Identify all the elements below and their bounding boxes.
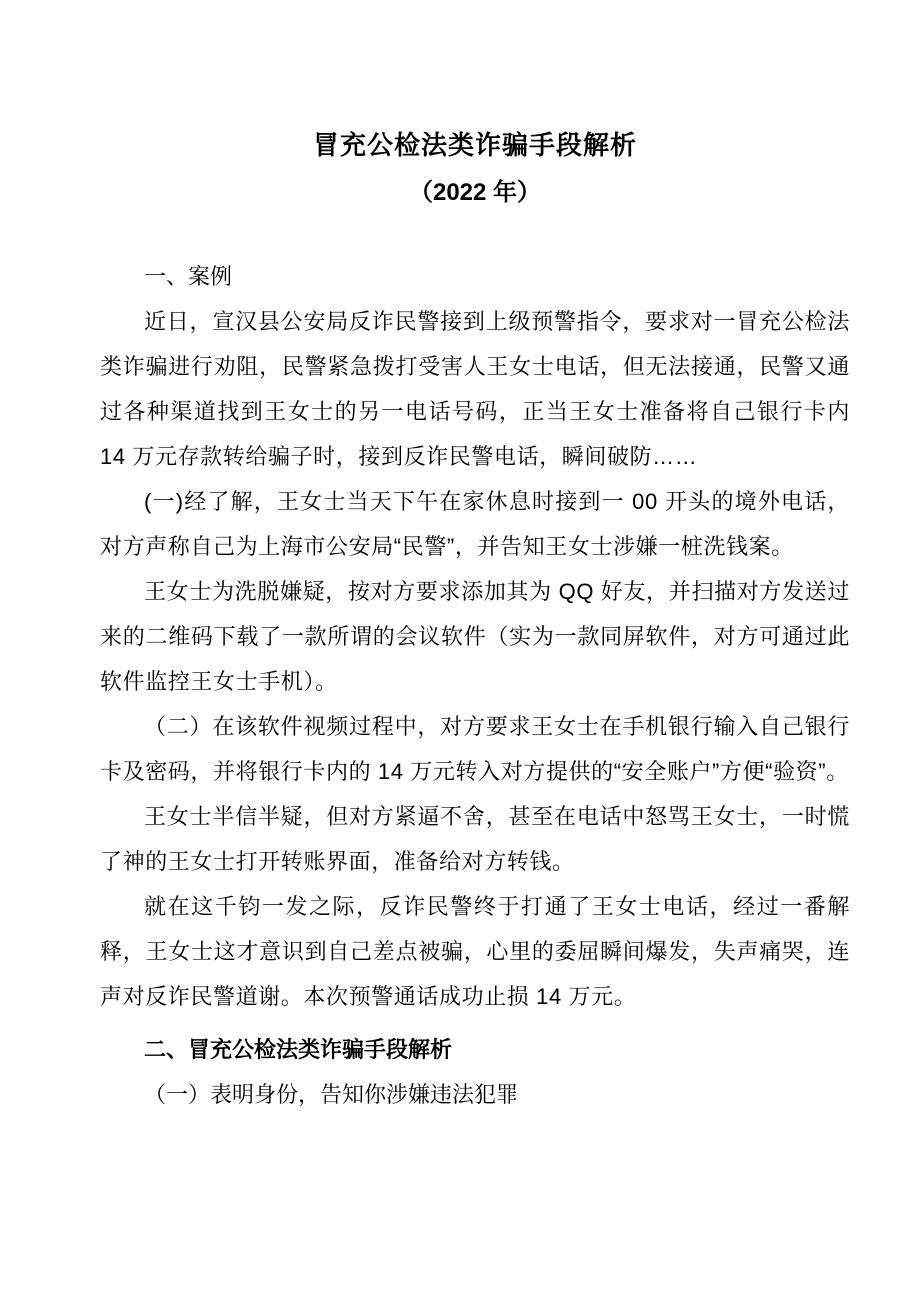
subsection-heading-identity: （一）表明身份，告知你涉嫌违法犯罪 [144,1082,519,1107]
section-heading-analysis: 二、冒充公检法类诈骗手段解析 [144,1037,453,1062]
case-paragraph-5: 王女士半信半疑，但对方紧逼不舍，甚至在电话中怒骂王女士，一时慌了神的王女士打开转账界面，准备给对方转钱。 [100,804,850,874]
case-paragraph-2: (一)经了解，王女士当天下午在家休息时接到一 00 开头的境外电话，对方声称自己为上海市公安局“民警”，并告知王女士涉嫌一桩洗钱案。 [100,489,850,559]
case-paragraph-6: 就在这千钧一发之际，反诈民警终于打通了王女士电话，经过一番解释，王女士这才意识到自己差点被骗，心里的委屈瞬间爆发，失声痛哭，连声对反诈民警道谢。本次预警通话成功止损 14 万元。 [100,894,850,1009]
document-subtitle: （2022 年） [408,179,542,206]
case-paragraph-4: （二）在该软件视频过程中，对方要求王女士在手机银行输入自己银行卡及密码，并将银行卡内的 14 万元转入对方提供的“安全账户”方便“验资”。 [100,714,850,784]
document-title: 冒充公检法类诈骗手段解析 [312,130,637,160]
section-heading-case: 一、案例 [144,264,233,289]
case-paragraph-1: 近日，宣汉县公安局反诈民警接到上级预警指令，要求对一冒充公检法类诈骗进行劝阻，民警紧急拨打受害人王女士电话，但无法接通，民警又通过各种渠道找到王女士的另一电话号码，正当王女士准备将自己银行卡内 14 万元存款转给骗子时，接到反诈民警电话，瞬间破防…… [100,309,850,469]
case-paragraph-3: 王女士为洗脱嫌疑，按对方要求添加其为 QQ 好友，并扫描对方发送过来的二维码下载了一款所谓的会议软件（实为一款同屏软件，对方可通过此软件监控王女士手机）。 [100,579,850,694]
